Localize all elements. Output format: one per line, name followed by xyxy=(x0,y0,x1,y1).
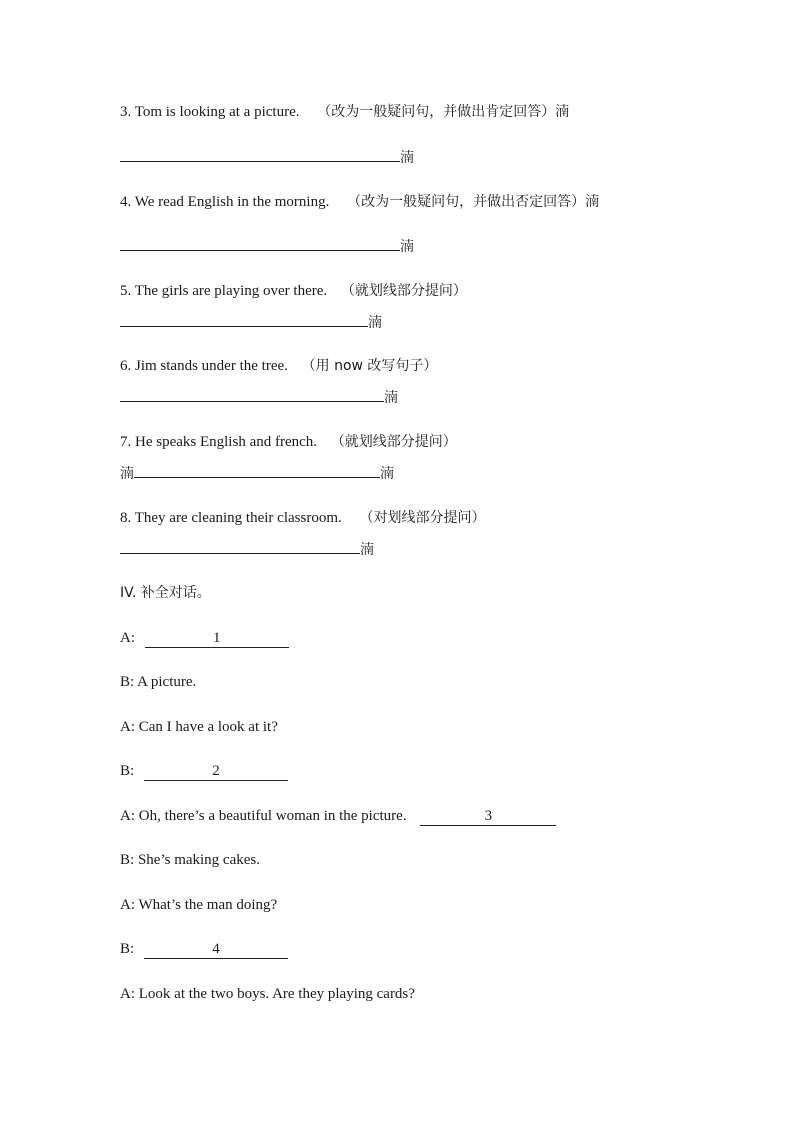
speaker-label: A: xyxy=(120,986,135,1002)
exercise-mark: 湳 xyxy=(585,194,600,210)
dialogue-line-5 xyxy=(120,806,556,826)
exercise-number: 4. xyxy=(120,194,132,210)
dialogue-blank-3[interactable]: 3 xyxy=(420,808,556,826)
exercise-sentence: The girls are playing over there. xyxy=(134,283,328,299)
exercise-3 xyxy=(120,102,569,122)
dialogue-text: She’s making cakes. xyxy=(137,852,260,868)
answer-line-7[interactable] xyxy=(120,463,394,484)
exercise-sentence: Jim stands under the tree. xyxy=(135,358,288,374)
line-mark: 湳 xyxy=(384,390,398,406)
exercise-instruction: （就划线部分提问） xyxy=(330,434,457,450)
speaker-label: B: xyxy=(120,763,135,779)
dialogue-text: Look at the two boys. Are they playing cards? xyxy=(138,986,415,1002)
speaker-label: A: xyxy=(120,719,135,735)
answer-line-5[interactable] xyxy=(120,312,382,333)
exercise-sentence: He speaks English and french. xyxy=(135,434,318,450)
line-mark: 湳 xyxy=(368,315,382,331)
exercise-sentence: We read English in the morning. xyxy=(134,194,330,210)
line-mark: 湳 xyxy=(380,466,394,482)
speaker-label: A: xyxy=(120,630,135,646)
dialogue-line-3 xyxy=(120,717,278,737)
exercise-number: 7. xyxy=(120,434,132,450)
section-title: IV. 补全对话。 xyxy=(120,585,211,601)
line-mark: 湳 xyxy=(400,150,414,166)
exercise-5 xyxy=(120,281,467,301)
dialogue-text: What’s the man doing? xyxy=(138,897,278,913)
exercise-instruction: （改为一般疑问句，并做出否定回答） xyxy=(347,194,586,210)
answer-blank[interactable] xyxy=(120,147,400,162)
dialogue-line-1 xyxy=(120,628,289,648)
exercise-number: 3. xyxy=(120,104,132,120)
exercise-7 xyxy=(120,432,457,452)
line-mark: 湳 xyxy=(360,542,374,558)
dialogue-line-9 xyxy=(120,984,415,1004)
exercise-4 xyxy=(120,192,599,212)
dialogue-blank-4[interactable]: 4 xyxy=(144,941,288,959)
answer-blank[interactable] xyxy=(120,312,368,327)
section-heading xyxy=(120,583,211,603)
dialogue-line-4 xyxy=(120,761,288,781)
dialogue-text: Oh, there’s a beautiful woman in the picture. xyxy=(138,808,407,824)
answer-blank[interactable] xyxy=(120,539,360,554)
dialogue-text: A picture. xyxy=(137,674,197,690)
dialogue-line-7 xyxy=(120,895,277,915)
dialogue-blank-2[interactable]: 2 xyxy=(144,763,288,781)
dialogue-line-6 xyxy=(120,850,260,870)
exercise-instruction: （用 now 改写句子） xyxy=(301,358,438,374)
answer-line-6[interactable] xyxy=(120,387,398,408)
dialogue-blank-1[interactable]: 1 xyxy=(145,630,289,648)
exercise-number: 5. xyxy=(120,283,132,299)
exercise-instruction: （就划线部分提问） xyxy=(340,283,467,299)
dialogue-line-2 xyxy=(120,672,196,692)
exercise-instruction: （对划线部分提问） xyxy=(359,510,486,526)
dialogue-line-8 xyxy=(120,939,288,959)
speaker-label: A: xyxy=(120,808,135,824)
answer-line-4[interactable] xyxy=(120,236,414,257)
speaker-label: B: xyxy=(120,941,135,957)
exercise-number: 6. xyxy=(120,358,132,374)
line-mark: 湳 xyxy=(400,239,414,255)
speaker-label: B: xyxy=(120,674,135,690)
exercise-sentence: They are cleaning their classroom. xyxy=(134,510,342,526)
speaker-label: A: xyxy=(120,897,135,913)
line-mark: 湳 xyxy=(120,466,134,482)
answer-line-3[interactable] xyxy=(120,147,414,168)
answer-blank[interactable] xyxy=(120,387,384,402)
answer-line-8[interactable] xyxy=(120,539,374,560)
answer-blank[interactable] xyxy=(120,236,400,251)
exercise-instruction: （改为一般疑问句，并做出肯定回答） xyxy=(317,104,556,120)
exercise-mark: 湳 xyxy=(555,104,570,120)
exercise-number: 8. xyxy=(120,510,132,526)
exercise-8 xyxy=(120,508,485,528)
exercise-sentence: Tom is looking at a picture. xyxy=(134,104,300,120)
exercise-6 xyxy=(120,356,437,376)
dialogue-text: Can I have a look at it? xyxy=(138,719,278,735)
speaker-label: B: xyxy=(120,852,135,868)
answer-blank[interactable] xyxy=(134,463,380,478)
